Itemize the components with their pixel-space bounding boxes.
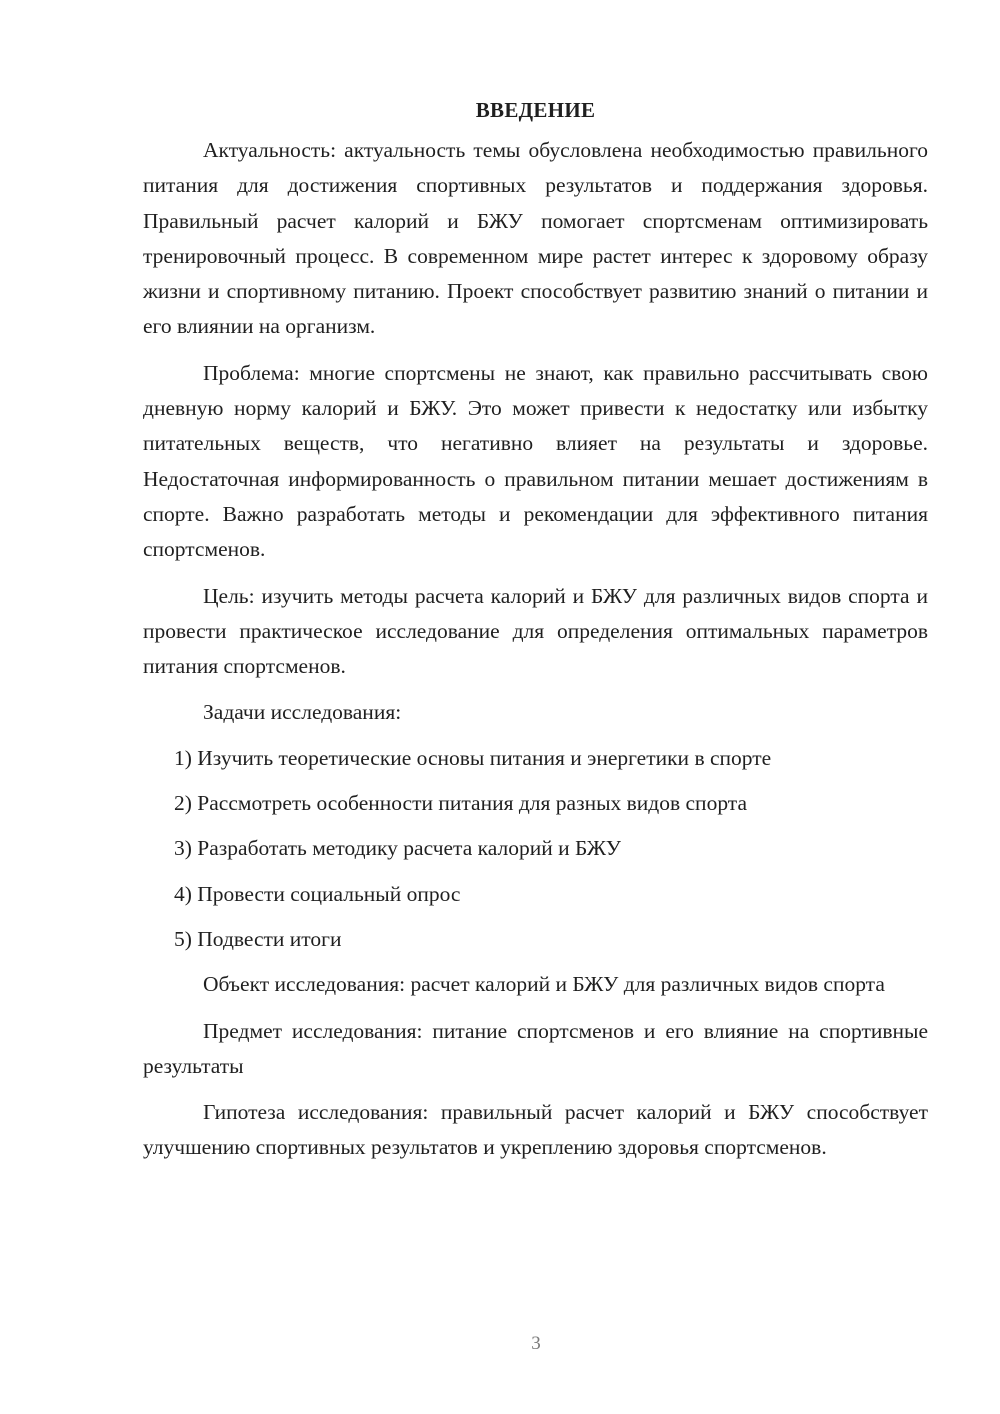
tasks-heading: Задачи исследования: <box>203 700 402 725</box>
object-paragraph: Объект исследования: расчет калорий и БЖУ для различных видов спорта <box>203 972 885 997</box>
hypothesis-paragraph: Гипотеза исследования: правильный расчет калорий и БЖУ способствует улучшению спортивных результатов и укреплению здоровья спортсменов. <box>143 1100 928 1160</box>
section-title: ВВЕДЕНИЕ <box>475 98 596 122</box>
problem-paragraph: Проблема: многие спортсмены не знают, как правильно рассчитывать свою дневную норму калорий и БЖУ. Это может привести к недостатку или избытку питательных веществ, что негативно влияет на результаты и здоровье. Недостаточная информированность о правильном питании мешает достижениям в спорте. Важно разработать методы и рекомендации для эффективного питания спортсменов. <box>143 360 928 562</box>
task-item: 4) Провести социальный опрос <box>174 881 461 906</box>
document-page <box>143 95 928 1177</box>
task-item: 2) Рассмотреть особенности питания для разных видов спорта <box>174 791 747 816</box>
page-number: 3 <box>531 1333 541 1354</box>
task-item: 1) Изучить теоретические основы питания и энергетики в спорте <box>174 745 772 770</box>
task-item: 3) Разработать методику расчета калорий и БЖУ <box>174 836 621 861</box>
goal-paragraph: Цель: изучить методы расчета калорий и БЖУ для различных видов спорта и провести практическое исследование для определения оптимальных параметров питания спортсменов. <box>143 583 928 679</box>
relevance-paragraph: Актуальность: актуальность темы обусловлена необходимостью правильного питания для достижения спортивных результатов и поддержания здоровья. Правильный расчет калорий и БЖУ помогает спортсменам оптимизировать тренировочный процесс. В современном мире растет интерес к здоровому образу жизни и спортивному питанию. Проект способствует развитию знаний о питании и его влиянии на организм. <box>143 138 928 339</box>
task-item: 5) Подвести итоги <box>174 926 342 951</box>
subject-paragraph: Предмет исследования: питание спортсменов и его влияние на спортивные результаты <box>143 1018 928 1078</box>
tasks-list <box>143 741 928 957</box>
